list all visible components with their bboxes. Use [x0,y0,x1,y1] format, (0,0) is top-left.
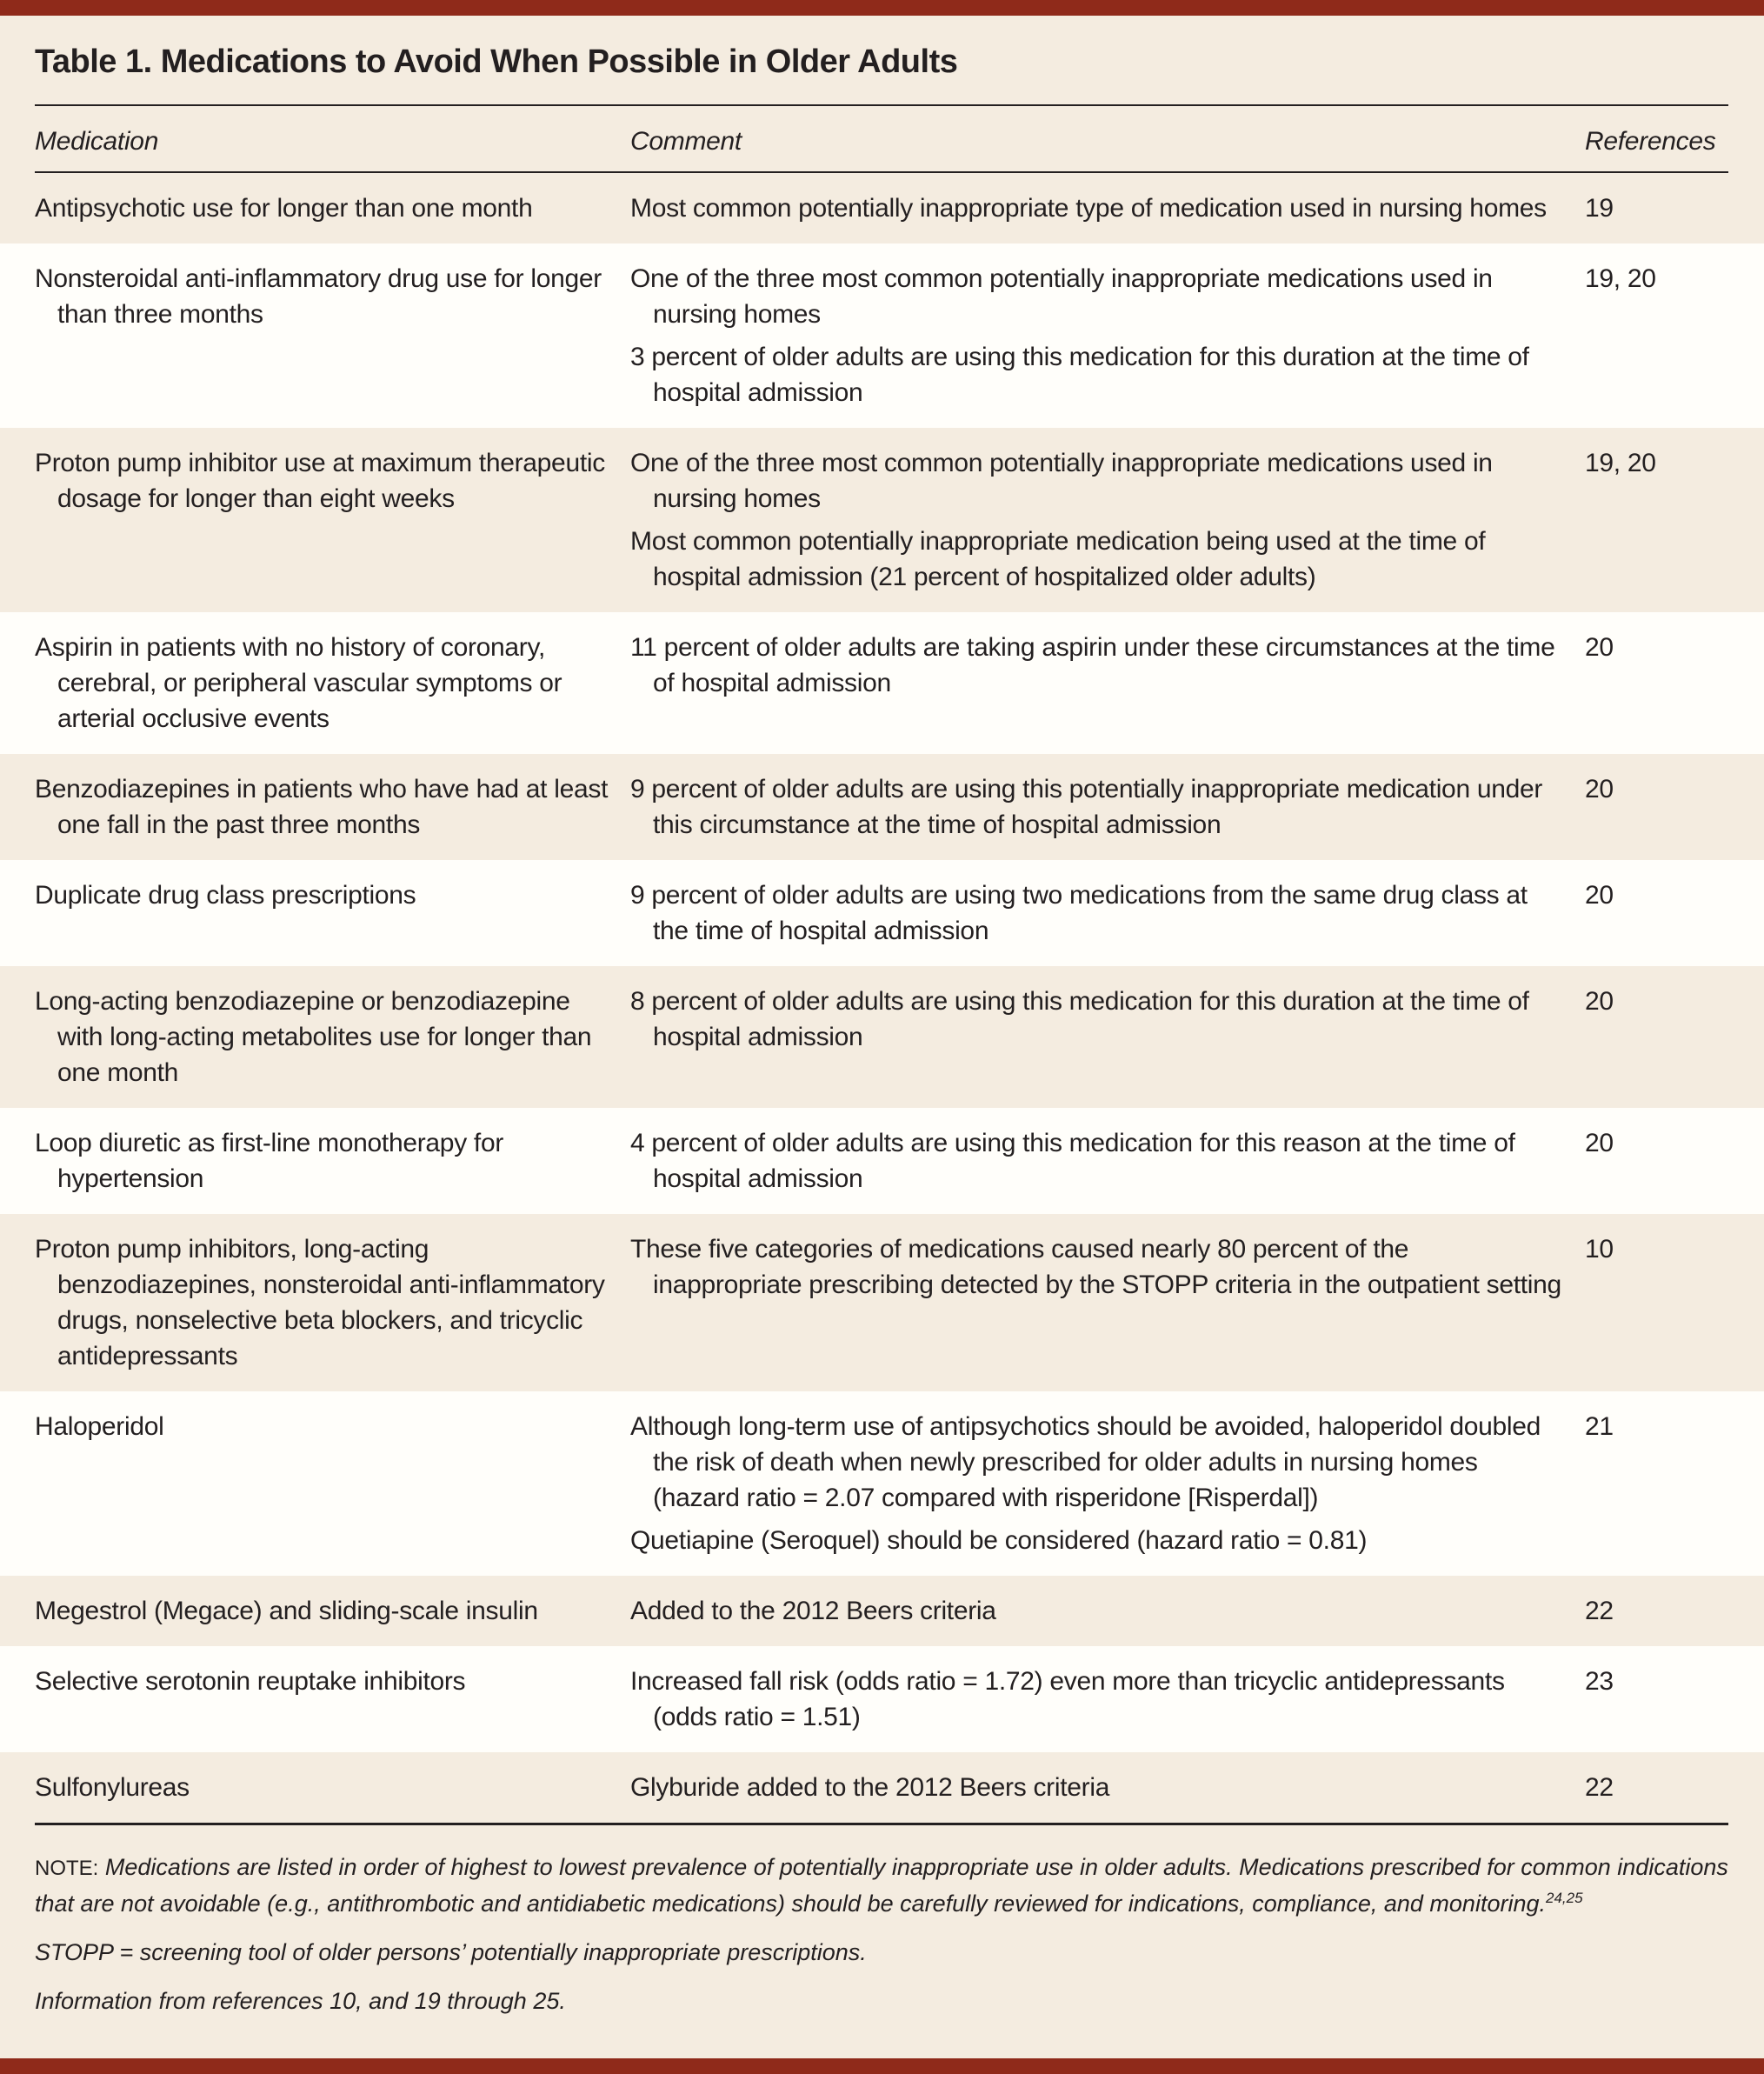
comment-cell [630,1108,1585,1214]
medication-name: Loop diuretic as first-line monotherapy for hypertension [35,1129,504,1193]
comment-text: Added to the 2012 Beers criteria [630,1597,996,1625]
references-cell: 19 [1585,173,1764,243]
comment-cell [630,1391,1585,1576]
medication-name: Haloperidol [35,1412,164,1441]
table-title: Table 1. Medications to Avoid When Possible in Older Adults [35,43,958,80]
references-cell: 19, 20 [1585,243,1764,428]
medication-cell [0,428,630,612]
references-cell: 20 [1585,612,1764,754]
medication-name: Benzodiazepines in patients who have had at least one fall in the past three months [35,775,609,839]
comment-text: One of the three most common potentially inappropriate medications used in nursing homes [630,449,1493,513]
medication-cell [0,966,630,1108]
comment-text: 4 percent of older adults are using this medication for this reason at the time of hospital admission [630,1129,1515,1193]
table-row [0,243,1764,428]
medications-table [0,120,1764,1823]
table-row [0,860,1764,966]
references-cell: 20 [1585,966,1764,1108]
comment-cell [630,754,1585,860]
comment-cell [630,1214,1585,1391]
table-row [0,1214,1764,1391]
comment-text: Glyburide added to the 2012 Beers criteria [630,1773,1110,1802]
comment-text: 8 percent of older adults are using this medication for this duration at the time of hospital admission [630,987,1529,1051]
table-row [0,612,1764,754]
medication-name: Long-acting benzodiazepine or benzodiazepine with long-acting metabolites use for longer than one month [35,987,592,1087]
comment-cell [630,1646,1585,1752]
table-row [0,1391,1764,1576]
comment-cell [630,243,1585,428]
note-label: NOTE: [35,1857,99,1880]
medication-name: Megestrol (Megace) and sliding-scale insulin [35,1597,538,1625]
medication-cell [0,1108,630,1214]
medication-cell [0,1576,630,1646]
comment-cell [630,612,1585,754]
table-header-row [0,120,1764,171]
medication-name: Proton pump inhibitors, long-acting benzodiazepines, nonsteroidal anti-inflammatory drugs, nonselective beta blockers, and tricyclic antidepressants [35,1235,605,1370]
medication-name: Sulfonylureas [35,1773,190,1802]
medication-name: Antipsychotic use for longer than one month [35,194,533,223]
comment-text: Quetiapine (Seroquel) should be considered (hazard ratio = 0.81) [630,1526,1368,1555]
table-notes [35,1850,1728,2032]
abbreviation-note: STOPP = screening tool of older persons’ potentially inappropriate prescriptions. [35,1939,867,1965]
medication-name: Duplicate drug class prescriptions [35,881,416,910]
table-row [0,173,1764,243]
comment-text: Increased fall risk (odds ratio = 1.72) even more than tricyclic antidepressants (odds ratio = 1.51) [630,1667,1505,1731]
medication-cell [0,173,630,243]
comment-cell [630,966,1585,1108]
note-refs: 24,25 [1545,1890,1583,1906]
comment-text: 9 percent of older adults are using two medications from the same drug class at the time of hospital admission [630,881,1528,945]
comment-text: Most common potentially inappropriate type of medication used in nursing homes [630,194,1547,223]
table-bottom-rule [35,1823,1728,1825]
comment-text: 9 percent of older adults are using this potentially inappropriate medication under this circumstance at the time of hospital admission [630,775,1543,839]
table-row [0,1576,1764,1646]
note-paragraph [35,1850,1728,1921]
bottom-accent-bar [0,2058,1764,2074]
medication-name: Nonsteroidal anti-inflammatory drug use for longer than three months [35,264,602,329]
medication-cell [0,1646,630,1752]
table-row [0,1108,1764,1214]
medication-cell [0,754,630,860]
table-row [0,1646,1764,1752]
references-cell: 22 [1585,1752,1764,1823]
comment-text: Although long-term use of antipsychotics should be avoided, haloperidol doubled the risk of death when newly prescribed for older adults in nursing homes (hazard ratio = 2.07 compared with risperidone [Risperdal]) [630,1412,1541,1512]
note-text: Medications are listed in order of highest to lowest prevalence of potentially inappropriate use in older adults. Medications prescribed for common indications that are not avoidable (e.g., antithrombotic and antidiabetic medications) should be carefully reviewed for indications, compliance, and monitoring. [35,1854,1728,1917]
comment-text: Most common potentially inappropriate medication being used at the time of hospital admission (21 percent of hospitalized older adults) [630,527,1486,591]
medication-cell [0,612,630,754]
references-cell: 10 [1585,1214,1764,1391]
table-row [0,754,1764,860]
references-cell: 21 [1585,1391,1764,1576]
medication-name: Aspirin in patients with no history of coronary, cerebral, or peripheral vascular symptoms or arterial occlusive events [35,633,562,733]
references-cell: 20 [1585,860,1764,966]
references-cell: 22 [1585,1576,1764,1646]
medication-cell [0,243,630,428]
table-row [0,1752,1764,1823]
table-row [0,966,1764,1108]
medication-cell [0,1752,630,1823]
comment-cell [630,1576,1585,1646]
medication-cell [0,860,630,966]
comment-text: 11 percent of older adults are taking aspirin under these circumstances at the time of hospital admission [630,633,1555,697]
references-cell: 20 [1585,1108,1764,1214]
table-row [0,428,1764,612]
column-header-references: References [1585,127,1716,156]
column-header-comment: Comment [630,127,742,156]
comment-cell [630,428,1585,612]
comment-text: 3 percent of older adults are using this medication for this duration at the time of hospital admission [630,343,1529,407]
top-accent-bar [0,0,1764,16]
medication-cell [0,1391,630,1576]
references-cell: 23 [1585,1646,1764,1752]
comment-cell [630,173,1585,243]
comment-cell [630,860,1585,966]
medication-name: Selective serotonin reuptake inhibitors [35,1667,466,1696]
column-header-medication: Medication [35,127,159,156]
medication-name: Proton pump inhibitor use at maximum therapeutic dosage for longer than eight weeks [35,449,605,513]
references-cell: 19, 20 [1585,428,1764,612]
source-note: Information from references 10, and 19 through 25. [35,1988,566,2014]
comment-text: One of the three most common potentially inappropriate medications used in nursing homes [630,264,1493,329]
title-rule [35,104,1728,106]
comment-text: These five categories of medications caused nearly 80 percent of the inappropriate prescribing detected by the STOPP criteria in the outpatient setting [630,1235,1561,1299]
comment-cell [630,1752,1585,1823]
references-cell: 20 [1585,754,1764,860]
medication-cell [0,1214,630,1391]
